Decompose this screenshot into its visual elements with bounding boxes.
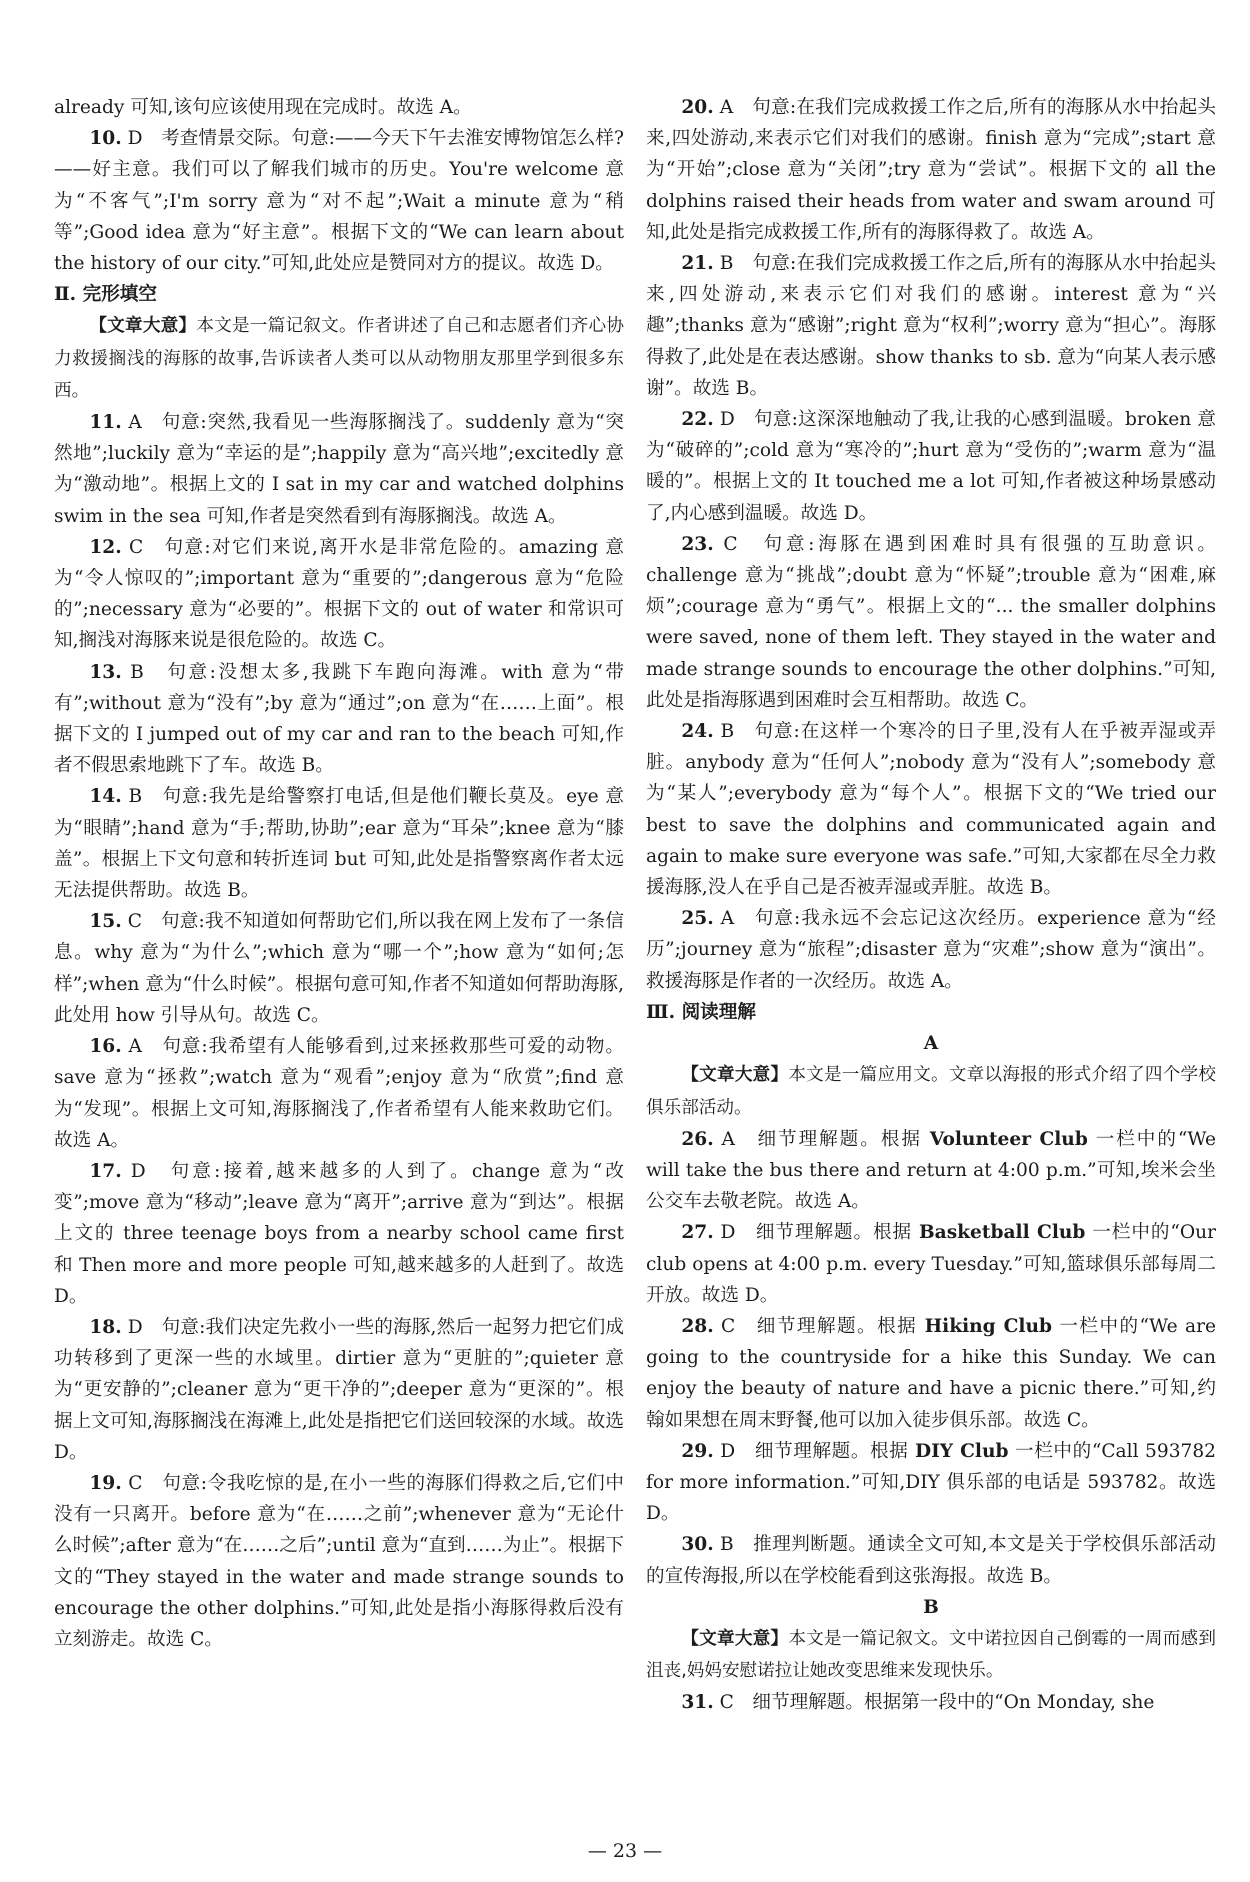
explanation-text: D 细节理解题。根据 bbox=[713, 1440, 915, 1462]
summary-text: 本文是一篇应用文。文章以海报的形式介绍了四个学校俱乐部活动。 bbox=[646, 1065, 1216, 1118]
explanation-text: D 细节理解题。根据 bbox=[713, 1222, 919, 1244]
answer-explanation bbox=[646, 404, 1216, 529]
answer-explanation bbox=[646, 248, 1216, 404]
answer-explanation bbox=[54, 92, 624, 123]
question-number: 19. bbox=[89, 1472, 122, 1494]
club-name: DIY Club bbox=[914, 1440, 1009, 1462]
explanation-text: A 细节理解题。根据 bbox=[713, 1128, 930, 1150]
question-number: 18. bbox=[89, 1316, 122, 1338]
summary-label: 【文章大意】 bbox=[681, 1065, 789, 1086]
explanation-text: C 句意:对它们来说,离开水是非常危险的。amazing 意为“令人惊叹的”;important 意为“重要的”;dangerous 意为“危险的”;necessary 意为“必要的”。根据下文的 out of water 和常识可知,搁浅对海豚来说是很危险的。故选 C。 bbox=[54, 536, 624, 652]
question-number: 23. bbox=[681, 533, 714, 555]
explanation-text: C 句意:我不知道如何帮助它们,所以我在网上发布了一条信息。why 意为“为什么”;which 意为“哪一个”;how 意为“如何;怎样”;when 意为“什么时候”。根据句意可知,作者不知道如何帮助海豚,此处用 how 引导从句。故选 C。 bbox=[54, 911, 624, 1026]
subsection-heading: A bbox=[923, 1033, 939, 1055]
answer-explanation bbox=[54, 906, 624, 1031]
left-column bbox=[54, 92, 624, 1655]
explanation-text-cont: 一栏中的“Our club opens at 4:00 p.m. every Tuesday.”可知,篮球俱乐部每周二开放。故选 D。 bbox=[646, 1222, 1216, 1306]
club-name: Hiking Club bbox=[924, 1315, 1052, 1337]
explanation-text: A 句意:我希望有人能够看到,过来拯救那些可爱的动物。save 意为“拯救”;watch 意为“观看”;enjoy 意为“欣赏”;find 意为“发现”。根据上文可知,海豚搁浅了,作者希望有人能来救助它们。故选 A。 bbox=[54, 1036, 624, 1151]
explanation-text: B 句意:没想太多,我跳下车跑向海滩。with 意为“带有”;without 意为“没有”;by 意为“通过”;on 意为“在……上面”。根据下文的 I jumped out of my car and ran to the beach 可知,作者不假思索地跳下了车。故选 B。 bbox=[54, 661, 624, 777]
summary-label: 【文章大意】 bbox=[681, 1628, 789, 1649]
question-number: 16. bbox=[89, 1036, 122, 1058]
section-heading: Ⅱ. 完形填空 bbox=[54, 284, 157, 306]
answer-explanation bbox=[646, 1124, 1216, 1218]
question-number: 15. bbox=[89, 911, 122, 933]
answer-explanation bbox=[646, 1687, 1216, 1718]
answer-explanation bbox=[54, 407, 624, 532]
explanation-text: D 考查情景交际。句意:——今天下午去淮安博物馆怎么样? ——好主意。我们可以了解我们城市的历史。You're welcome 意为“不客气”;I'm sorry 意为“对不起”;Wait a minute 意为“稍等”;Good idea 意为“好主意”。根据下文的“We can learn about the history of our city.”可知,此处应是赞同对方的提议。故选 D。 bbox=[54, 128, 624, 275]
question-number: 12. bbox=[89, 536, 122, 558]
answer-explanation bbox=[54, 1468, 624, 1655]
explanation-text: C 句意:令我吃惊的是,在小一些的海豚们得救之后,它们中没有一只离开。before 意为“在……之前”;whenever 意为“无论什么时候”;after 意为“在……之后”;until 意为“直到……为止”。根据下文的“They stayed in the water and made strange sounds to encourage the other dolphins.”可知,此处是指小海豚得救后没有立刻游走。故选 C。 bbox=[54, 1472, 624, 1650]
answer-explanation bbox=[646, 1436, 1216, 1530]
question-number: 29. bbox=[681, 1440, 714, 1462]
question-number: 11. bbox=[89, 412, 122, 434]
answer-explanation bbox=[54, 657, 624, 782]
summary-text: 本文是一篇记叙文。作者讲述了自己和志愿者们齐心协力救援搁浅的海豚的故事,告诉读者人类可以从动物朋友那里学到很多东西。 bbox=[54, 316, 624, 401]
question-number: 24. bbox=[681, 721, 714, 743]
explanation-text: B 句意:我先是给警察打电话,但是他们鞭长莫及。eye 意为“眼睛”;hand 意为“手;帮助,协助”;ear 意为“耳朵”;knee 意为“膝盖”。根据上下文句意和转折连词 but 可知,此处是指警察离作者太远无法提供帮助。故选 B。 bbox=[54, 786, 624, 902]
section-heading: Ⅲ. 阅读理解 bbox=[646, 1001, 756, 1023]
answer-explanation bbox=[646, 92, 1216, 248]
answer-explanation bbox=[54, 532, 624, 657]
answer-explanation bbox=[54, 1156, 624, 1312]
subsection-heading: B bbox=[923, 1596, 939, 1618]
answer-explanation bbox=[646, 1529, 1216, 1591]
club-name: Volunteer Club bbox=[929, 1128, 1088, 1150]
explanation-text: C 句意:海豚在遇到困难时具有很强的互助意识。challenge 意为“挑战”;doubt 意为“怀疑”;trouble 意为“困难,麻烦”;courage 意为“勇气”。根据上文的“... the smaller dolphins were saved, none of them left. They stayed in the water and made strange sounds to encourage the other dolphins.”可知,此处是指海豚遇到困难时会互相帮助。故选 C。 bbox=[646, 533, 1216, 711]
answer-explanation bbox=[646, 716, 1216, 903]
explanation-text: already 可知,该句应该使用现在完成时。故选 A。 bbox=[54, 97, 472, 118]
question-number: 13. bbox=[89, 661, 122, 683]
answer-explanation bbox=[54, 781, 624, 906]
explanation-text: C 细节理解题。根据第一段中的“On Monday, she bbox=[713, 1692, 1155, 1714]
explanation-text: A 句意:我永远不会忘记这次经历。experience 意为“经历”;journey 意为“旅程”;disaster 意为“灾难”;show 意为“演出”。救援海豚是作者的一次经历。故选 A。 bbox=[646, 908, 1216, 992]
explanation-text: C 细节理解题。根据 bbox=[713, 1315, 925, 1337]
question-number: 30. bbox=[681, 1534, 714, 1556]
answer-explanation bbox=[646, 903, 1216, 997]
explanation-text-cont: 一栏中的“We will take the bus there and return at 4:00 p.m.”可知,埃米会坐公交车去敬老院。故选 A。 bbox=[646, 1128, 1216, 1213]
question-number: 25. bbox=[681, 908, 714, 930]
explanation-text: D 句意:这深深地触动了我,让我的心感到温暖。broken 意为“破碎的”;cold 意为“寒冷的”;hurt 意为“受伤的”;warm 意为“温暖的”。根据上文的 It touched me a lot 可知,作者被这种场景感动了,内心感到温暖。故选 D。 bbox=[646, 409, 1216, 524]
summary-text: 本文是一篇记叙文。文中诺拉因自己倒霉的一周而感到沮丧,妈妈安慰诺拉让她改变思维来发现快乐。 bbox=[646, 1628, 1216, 1682]
answer-explanation bbox=[54, 1031, 624, 1156]
question-number: 27. bbox=[681, 1222, 714, 1244]
question-number: 10. bbox=[89, 128, 122, 150]
passage-summary bbox=[646, 1059, 1216, 1123]
explanation-text: B 句意:在我们完成救援工作之后,所有的海豚从水中抬起头来,四处游动,来表示它们对我们的感谢。interest 意为“兴趣”;thanks 意为“感谢”;right 意为“权利”;worry 意为“担心”。海豚得救了,此处是在表达感谢。show thanks to sb. 意为“向某人表示感谢”。故选 B。 bbox=[646, 253, 1216, 399]
passage-summary bbox=[54, 310, 624, 407]
explanation-text: A 句意:突然,我看见一些海豚搁浅了。suddenly 意为“突然地”;luckily 意为“幸运的是”;happily 意为“高兴地”;excitedly 意为“激动地”。根据上文的 I sat in my car and watched dolphins swim in the sea 可知,作者是突然看到有海豚搁浅。故选 A。 bbox=[54, 412, 624, 527]
explanation-text: B 推理判断题。通读全文可知,本文是关于学校俱乐部活动的宣传海报,所以在学校能看到这张海报。故选 B。 bbox=[646, 1534, 1216, 1587]
explanation-text: B 句意:在这样一个寒冷的日子里,没有人在乎被弄湿或弄脏。anybody 意为“任何人”;nobody 意为“没有人”;somebody 意为“某人”;everybody 意为“每个人”。根据下文的“We tried our best to save the dolphins and communicated again and again to make sure everyone was safe.”可知,大家都在尽全力救援海豚,没人在乎自己是否被弄湿或弄脏。故选 B。 bbox=[646, 721, 1216, 899]
explanation-text: D 句意:接着,越来越多的人到了。change 意为“改变”;move 意为“移动”;leave 意为“离开”;arrive 意为“到达”。根据上文的 three teenage boys from a nearby school came first 和 Then more and more people 可知,越来越多的人赶到了。故选 D。 bbox=[54, 1160, 624, 1307]
answer-explanation bbox=[54, 123, 624, 279]
question-number: 28. bbox=[681, 1315, 714, 1337]
passage-summary bbox=[646, 1623, 1216, 1687]
right-column bbox=[646, 92, 1216, 1719]
answer-explanation bbox=[646, 1311, 1216, 1436]
question-number: 26. bbox=[681, 1128, 714, 1150]
explanation-text: D 句意:我们决定先救小一些的海豚,然后一起努力把它们成功转移到了更深一些的水域里。dirtier 意为“更脏的”;quieter 意为“更安静的”;cleaner 意为“更干净的”;deeper 意为“更深的”。根据上文可知,海豚搁浅在海滩上,此处是指把它们送回较深的水域。故选 D。 bbox=[54, 1316, 624, 1463]
question-number: 31. bbox=[681, 1692, 714, 1714]
question-number: 14. bbox=[89, 786, 122, 808]
summary-label: 【文章大意】 bbox=[89, 316, 197, 337]
explanation-text-cont: 一栏中的“We are going to the countryside for a hike this Sunday. We can enjoy the beauty of nature and have a picnic there.”可知,约翰如果想在周末野餐,他可以加入徒步俱乐部。故选 C。 bbox=[646, 1315, 1217, 1431]
explanation-text: A 句意:在我们完成救援工作之后,所有的海豚从水中抬起头来,四处游动,来表示它们对我们的感谢。finish 意为“完成”;start 意为“开始”;close 意为“关闭”;try 意为“尝试”。根据下文的 all the dolphins raised their heads from water and swam around 可知,此处是指完成救援工作,所有的海豚得救了。故选 A。 bbox=[646, 97, 1216, 243]
page-number: — 23 — bbox=[587, 1840, 663, 1862]
question-number: 21. bbox=[681, 253, 714, 275]
question-number: 22. bbox=[681, 409, 714, 431]
club-name: Basketball Club bbox=[918, 1222, 1086, 1244]
answer-explanation bbox=[646, 1217, 1216, 1311]
question-number: 20. bbox=[681, 97, 714, 118]
question-number: 17. bbox=[89, 1160, 122, 1182]
answer-explanation bbox=[54, 1312, 624, 1468]
explanation-text-cont: 一栏中的“Call 593782 for more information.”可知,DIY 俱乐部的电话是 593782。故选 D。 bbox=[646, 1440, 1217, 1525]
answer-explanation bbox=[646, 529, 1216, 716]
